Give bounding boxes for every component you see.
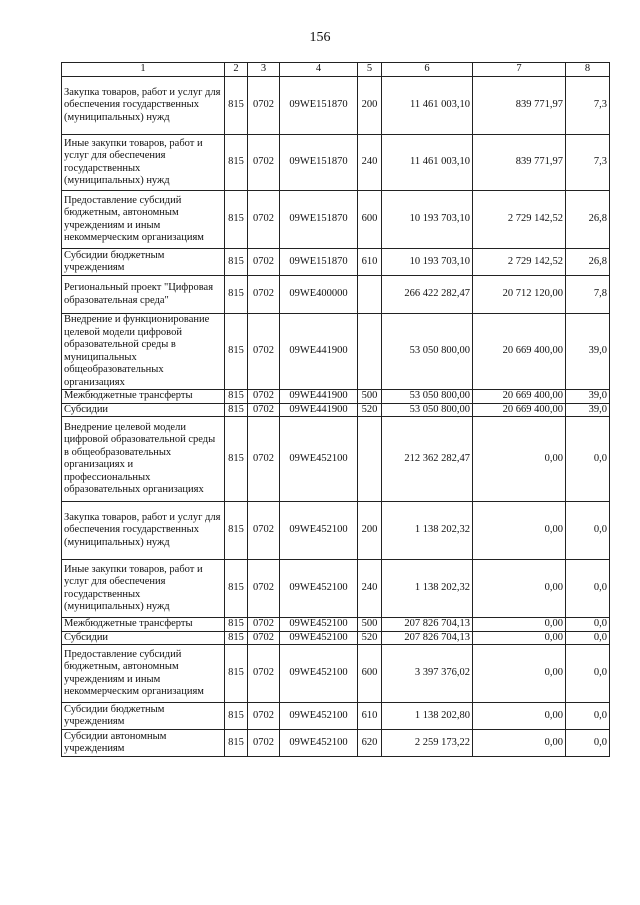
- row-name-cell: Субсидии бюджетным учреждениям: [62, 703, 225, 730]
- target-article-cell: 09WE452100: [280, 618, 358, 632]
- executed-amount-cell: 0,00: [473, 645, 566, 703]
- budget-table: [61, 62, 610, 757]
- table-row: [62, 191, 610, 249]
- section-code-cell: 0702: [248, 314, 280, 390]
- grbs-code-cell: 815: [225, 249, 248, 276]
- planned-amount-cell: 212 362 282,47: [382, 417, 473, 502]
- section-code-cell: 0702: [248, 135, 280, 191]
- section-code-cell: 0702: [248, 703, 280, 730]
- grbs-code-cell: 815: [225, 618, 248, 632]
- target-article-cell: 09WE452100: [280, 730, 358, 757]
- expense-type-cell: 600: [358, 645, 382, 703]
- executed-amount-cell: 0,00: [473, 730, 566, 757]
- grbs-code-cell: 815: [225, 191, 248, 249]
- executed-amount-cell: 2 729 142,52: [473, 249, 566, 276]
- percent-cell: 0,0: [566, 417, 610, 502]
- grbs-code-cell: 815: [225, 77, 248, 135]
- planned-amount-cell: 207 826 704,13: [382, 631, 473, 645]
- percent-cell: 39,0: [566, 390, 610, 404]
- percent-cell: 0,0: [566, 618, 610, 632]
- section-code-cell: 0702: [248, 276, 280, 314]
- grbs-code-cell: 815: [225, 631, 248, 645]
- target-article-cell: 09WE151870: [280, 249, 358, 276]
- planned-amount-cell: 3 397 376,02: [382, 645, 473, 703]
- target-article-cell: 09WE151870: [280, 191, 358, 249]
- row-name-cell: Субсидии бюджетным учреждениям: [62, 249, 225, 276]
- section-code-cell: 0702: [248, 560, 280, 618]
- grbs-code-cell: 815: [225, 403, 248, 417]
- column-header: 4: [280, 63, 358, 77]
- expense-type-cell: 520: [358, 403, 382, 417]
- executed-amount-cell: 20 669 400,00: [473, 314, 566, 390]
- planned-amount-cell: 2 259 173,22: [382, 730, 473, 757]
- executed-amount-cell: 0,00: [473, 631, 566, 645]
- row-name-cell: Предоставление субсидий бюджетным, автономным учреждениям и иным некоммерческим организациям: [62, 191, 225, 249]
- section-code-cell: 0702: [248, 390, 280, 404]
- executed-amount-cell: 2 729 142,52: [473, 191, 566, 249]
- column-header: 1: [62, 63, 225, 77]
- row-name-cell: Предоставление субсидий бюджетным, автономным учреждениям и иным некоммерческим организациям: [62, 645, 225, 703]
- percent-cell: 39,0: [566, 314, 610, 390]
- grbs-code-cell: 815: [225, 730, 248, 757]
- expense-type-cell: 240: [358, 135, 382, 191]
- executed-amount-cell: 839 771,97: [473, 135, 566, 191]
- section-code-cell: 0702: [248, 730, 280, 757]
- executed-amount-cell: 20 669 400,00: [473, 403, 566, 417]
- section-code-cell: 0702: [248, 618, 280, 632]
- target-article-cell: 09WE452100: [280, 560, 358, 618]
- column-header: 8: [566, 63, 610, 77]
- row-name-cell: Региональный проект "Цифровая образовательная среда": [62, 276, 225, 314]
- table-row: [62, 314, 610, 390]
- planned-amount-cell: 53 050 800,00: [382, 403, 473, 417]
- planned-amount-cell: 11 461 003,10: [382, 77, 473, 135]
- table-row: [62, 276, 610, 314]
- target-article-cell: 09WE441900: [280, 403, 358, 417]
- target-article-cell: 09WE452100: [280, 703, 358, 730]
- expense-type-cell: 600: [358, 191, 382, 249]
- expense-type-cell: 200: [358, 77, 382, 135]
- target-article-cell: 09WE452100: [280, 631, 358, 645]
- planned-amount-cell: 10 193 703,10: [382, 191, 473, 249]
- column-header: 3: [248, 63, 280, 77]
- row-name-cell: Закупка товаров, работ и услуг для обеспечения государственных (муниципальных) нужд: [62, 77, 225, 135]
- table-body: [62, 77, 610, 757]
- table-row: [62, 77, 610, 135]
- planned-amount-cell: 266 422 282,47: [382, 276, 473, 314]
- planned-amount-cell: 11 461 003,10: [382, 135, 473, 191]
- table-row: [62, 249, 610, 276]
- row-name-cell: Субсидии автономным учреждениям: [62, 730, 225, 757]
- expense-type-cell: 520: [358, 631, 382, 645]
- table-row: [62, 390, 610, 404]
- column-header: 5: [358, 63, 382, 77]
- table-row: [62, 645, 610, 703]
- percent-cell: 7,3: [566, 77, 610, 135]
- executed-amount-cell: 20 669 400,00: [473, 390, 566, 404]
- percent-cell: 0,0: [566, 631, 610, 645]
- expense-type-cell: [358, 314, 382, 390]
- executed-amount-cell: 0,00: [473, 703, 566, 730]
- grbs-code-cell: 815: [225, 703, 248, 730]
- column-header: 7: [473, 63, 566, 77]
- table-row: [62, 560, 610, 618]
- grbs-code-cell: 815: [225, 560, 248, 618]
- percent-cell: 0,0: [566, 645, 610, 703]
- header-row: [62, 63, 610, 77]
- expense-type-cell: 610: [358, 249, 382, 276]
- executed-amount-cell: 0,00: [473, 417, 566, 502]
- table-row: [62, 703, 610, 730]
- row-name-cell: Субсидии: [62, 403, 225, 417]
- row-name-cell: Межбюджетные трансферты: [62, 390, 225, 404]
- planned-amount-cell: 1 138 202,32: [382, 560, 473, 618]
- percent-cell: 26,8: [566, 249, 610, 276]
- target-article-cell: 09WE452100: [280, 502, 358, 560]
- grbs-code-cell: 815: [225, 390, 248, 404]
- percent-cell: 26,8: [566, 191, 610, 249]
- section-code-cell: 0702: [248, 502, 280, 560]
- planned-amount-cell: 1 138 202,32: [382, 502, 473, 560]
- planned-amount-cell: 10 193 703,10: [382, 249, 473, 276]
- table-row: [62, 502, 610, 560]
- executed-amount-cell: 0,00: [473, 560, 566, 618]
- planned-amount-cell: 53 050 800,00: [382, 314, 473, 390]
- expense-type-cell: [358, 276, 382, 314]
- percent-cell: 7,3: [566, 135, 610, 191]
- grbs-code-cell: 815: [225, 276, 248, 314]
- table-row: [62, 417, 610, 502]
- grbs-code-cell: 815: [225, 314, 248, 390]
- grbs-code-cell: 815: [225, 417, 248, 502]
- grbs-code-cell: 815: [225, 135, 248, 191]
- row-name-cell: Межбюджетные трансферты: [62, 618, 225, 632]
- section-code-cell: 0702: [248, 77, 280, 135]
- target-article-cell: 09WE452100: [280, 417, 358, 502]
- section-code-cell: 0702: [248, 631, 280, 645]
- expense-type-cell: 200: [358, 502, 382, 560]
- section-code-cell: 0702: [248, 403, 280, 417]
- row-name-cell: Иные закупки товаров, работ и услуг для обеспечения государственных (муниципальных) нужд: [62, 135, 225, 191]
- target-article-cell: 09WE151870: [280, 135, 358, 191]
- expense-type-cell: 610: [358, 703, 382, 730]
- table-row: [62, 135, 610, 191]
- row-name-cell: Иные закупки товаров, работ и услуг для обеспечения государственных (муниципальных) нужд: [62, 560, 225, 618]
- page-number: 156: [309, 30, 331, 45]
- target-article-cell: 09WE151870: [280, 77, 358, 135]
- column-header: 2: [225, 63, 248, 77]
- target-article-cell: 09WE400000: [280, 276, 358, 314]
- executed-amount-cell: 839 771,97: [473, 77, 566, 135]
- grbs-code-cell: 815: [225, 502, 248, 560]
- percent-cell: 0,0: [566, 730, 610, 757]
- target-article-cell: 09WE441900: [280, 314, 358, 390]
- executed-amount-cell: 0,00: [473, 502, 566, 560]
- section-code-cell: 0702: [248, 417, 280, 502]
- table-row: [62, 631, 610, 645]
- executed-amount-cell: 20 712 120,00: [473, 276, 566, 314]
- row-name-cell: Внедрение целевой модели цифровой образовательной среды в общеобразовательных организациях и профессиональных образовательных организациях: [62, 417, 225, 502]
- planned-amount-cell: 53 050 800,00: [382, 390, 473, 404]
- percent-cell: 0,0: [566, 703, 610, 730]
- expense-type-cell: 240: [358, 560, 382, 618]
- row-name-cell: Субсидии: [62, 631, 225, 645]
- grbs-code-cell: 815: [225, 645, 248, 703]
- section-code-cell: 0702: [248, 191, 280, 249]
- percent-cell: 0,0: [566, 502, 610, 560]
- table-row: [62, 403, 610, 417]
- row-name-cell: Закупка товаров, работ и услуг для обеспечения государственных (муниципальных) нужд: [62, 502, 225, 560]
- section-code-cell: 0702: [248, 645, 280, 703]
- percent-cell: 7,8: [566, 276, 610, 314]
- percent-cell: 39,0: [566, 403, 610, 417]
- column-header: 6: [382, 63, 473, 77]
- table-row: [62, 730, 610, 757]
- planned-amount-cell: 1 138 202,80: [382, 703, 473, 730]
- target-article-cell: 09WE441900: [280, 390, 358, 404]
- expense-type-cell: 500: [358, 390, 382, 404]
- executed-amount-cell: 0,00: [473, 618, 566, 632]
- section-code-cell: 0702: [248, 249, 280, 276]
- expense-type-cell: 500: [358, 618, 382, 632]
- row-name-cell: Внедрение и функционирование целевой модели цифровой образовательной среды в муниципальных общеобразовательных организациях: [62, 314, 225, 390]
- percent-cell: 0,0: [566, 560, 610, 618]
- expense-type-cell: 620: [358, 730, 382, 757]
- planned-amount-cell: 207 826 704,13: [382, 618, 473, 632]
- expense-type-cell: [358, 417, 382, 502]
- target-article-cell: 09WE452100: [280, 645, 358, 703]
- table-row: [62, 618, 610, 632]
